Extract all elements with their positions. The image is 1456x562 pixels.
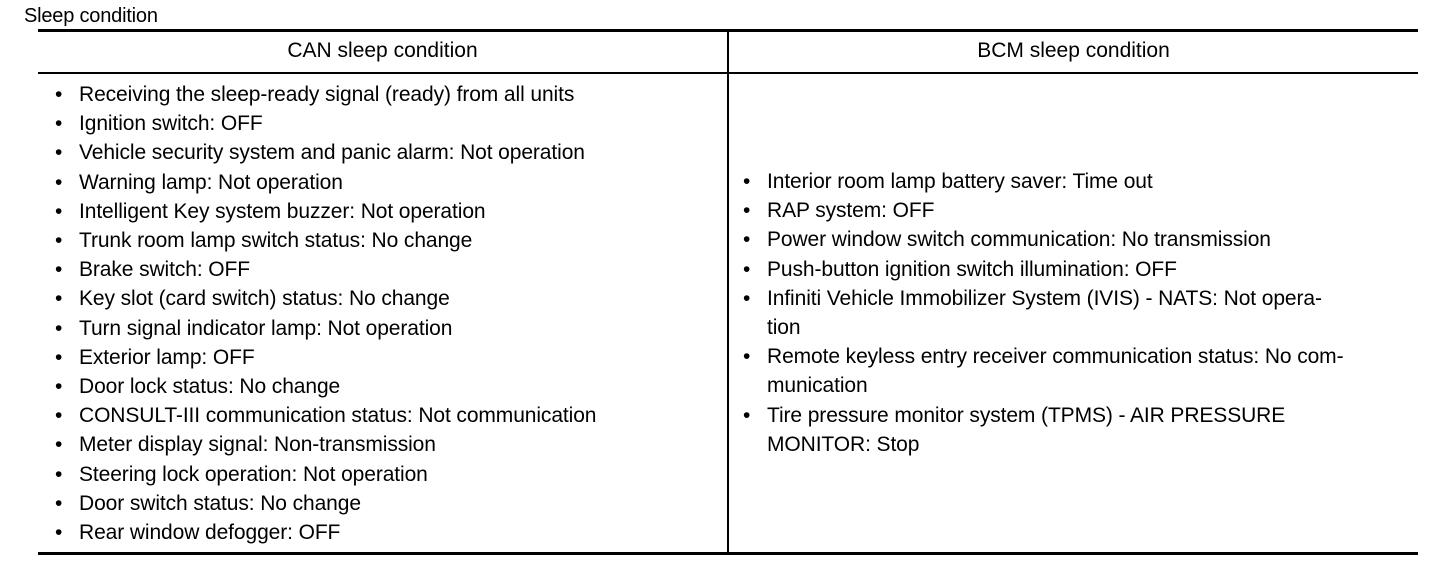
can-condition-item-text: Ignition switch: OFF [79, 112, 263, 136]
can-condition-item [55, 430, 720, 459]
can-condition-item [55, 80, 720, 109]
can-condition-list [55, 80, 720, 547]
can-condition-item-text: Turn signal indicator lamp: Not operation [79, 316, 453, 340]
bcm-condition-list [743, 167, 1408, 459]
can-condition-item-text: Brake switch: OFF [79, 258, 250, 282]
can-condition-item-text: Vehicle security system and panic alarm: Not operation [79, 141, 585, 165]
can-condition-item-text: Door lock status: No change [79, 375, 341, 399]
bcm-condition-item [743, 284, 1408, 342]
bullet-icon: • [55, 404, 63, 428]
bcm-condition-item-text: Tire pressure monitor system (TPMS) - AIR PRESSURE [767, 403, 1286, 427]
can-condition-item [55, 343, 720, 372]
bcm-condition-item [743, 342, 1408, 400]
bcm-condition-item-text: Infiniti Vehicle Immobilizer System (IVIS) - NATS: Not opera- [767, 286, 1322, 310]
can-condition-item [55, 197, 720, 226]
bcm-condition-item [743, 255, 1408, 284]
bullet-icon: • [743, 199, 751, 223]
bullet-icon: • [55, 170, 63, 194]
can-condition-item-text: Warning lamp: Not operation [79, 170, 343, 194]
bullet-icon: • [743, 286, 751, 310]
bcm-condition-item-text: tion [767, 316, 801, 340]
can-condition-item [55, 255, 720, 284]
can-condition-item-text: Rear window defogger: OFF [79, 521, 341, 545]
can-condition-item-text: Exterior lamp: OFF [79, 345, 255, 369]
can-condition-item-text: Key slot (card switch) status: No change [79, 287, 450, 311]
can-condition-item [55, 372, 720, 401]
can-condition-item [55, 168, 720, 197]
bcm-condition-item-text: Power window switch communication: No transmission [767, 228, 1271, 252]
bullet-icon: • [55, 375, 63, 399]
bcm-condition-item [743, 225, 1408, 254]
bullet-icon: • [55, 229, 63, 253]
bullet-icon: • [743, 228, 751, 252]
column-divider [727, 32, 729, 552]
bullet-icon: • [55, 83, 63, 106]
can-condition-item-text: Receiving the sleep-ready signal (ready) from all units [79, 83, 575, 106]
bullet-icon: • [55, 521, 63, 545]
header-bcm-sleep-condition: BCM sleep condition [977, 39, 1170, 62]
header-can-sleep-condition: CAN sleep condition [287, 39, 478, 62]
can-condition-item [55, 401, 720, 430]
bullet-icon: • [55, 433, 63, 457]
bcm-condition-item [743, 401, 1408, 459]
bcm-sleep-condition-cell [743, 167, 1408, 459]
bullet-icon: • [55, 112, 63, 136]
bcm-condition-item [743, 167, 1408, 196]
bcm-condition-item [743, 196, 1408, 225]
can-sleep-condition-cell [55, 80, 720, 547]
can-condition-item [55, 284, 720, 313]
can-condition-item-text: Steering lock operation: Not operation [79, 462, 428, 486]
can-condition-item-text: Door switch status: No change [79, 491, 361, 515]
bcm-condition-item-text: RAP system: OFF [767, 199, 935, 223]
bcm-condition-item-text: Push-button ignition switch illumination: OFF [767, 257, 1177, 281]
bullet-icon: • [743, 345, 751, 369]
table-caption: Sleep condition [24, 5, 158, 27]
can-condition-item-text: Trunk room lamp switch status: No change [79, 229, 473, 253]
can-condition-item [55, 460, 720, 489]
bullet-icon: • [55, 345, 63, 369]
can-condition-item [55, 489, 720, 518]
sleep-condition-table [38, 29, 1418, 555]
bullet-icon: • [743, 170, 751, 193]
can-condition-item [55, 226, 720, 255]
bullet-icon: • [55, 141, 63, 165]
can-condition-item [55, 518, 720, 547]
bcm-condition-item-text: MONITOR: Stop [767, 432, 920, 456]
can-condition-item [55, 138, 720, 167]
can-condition-item-text: Intelligent Key system buzzer: Not operation [79, 199, 486, 223]
bullet-icon: • [743, 257, 751, 281]
bcm-condition-item-text: Remote keyless entry receiver communication status: No com- [767, 345, 1344, 369]
bullet-icon: • [55, 491, 63, 515]
bullet-icon: • [743, 403, 751, 427]
bullet-icon: • [55, 287, 63, 311]
bullet-icon: • [55, 462, 63, 486]
bcm-condition-item-text: Interior room lamp battery saver: Time out [767, 170, 1153, 193]
bullet-icon: • [55, 316, 63, 340]
bcm-condition-item-text: munication [767, 374, 868, 398]
can-condition-item-text: CONSULT-III communication status: Not communication [79, 404, 597, 428]
bullet-icon: • [55, 199, 63, 223]
can-condition-item [55, 314, 720, 343]
can-condition-item-text: Meter display signal: Non-transmission [79, 433, 436, 457]
bullet-icon: • [55, 258, 63, 282]
can-condition-item [55, 109, 720, 138]
